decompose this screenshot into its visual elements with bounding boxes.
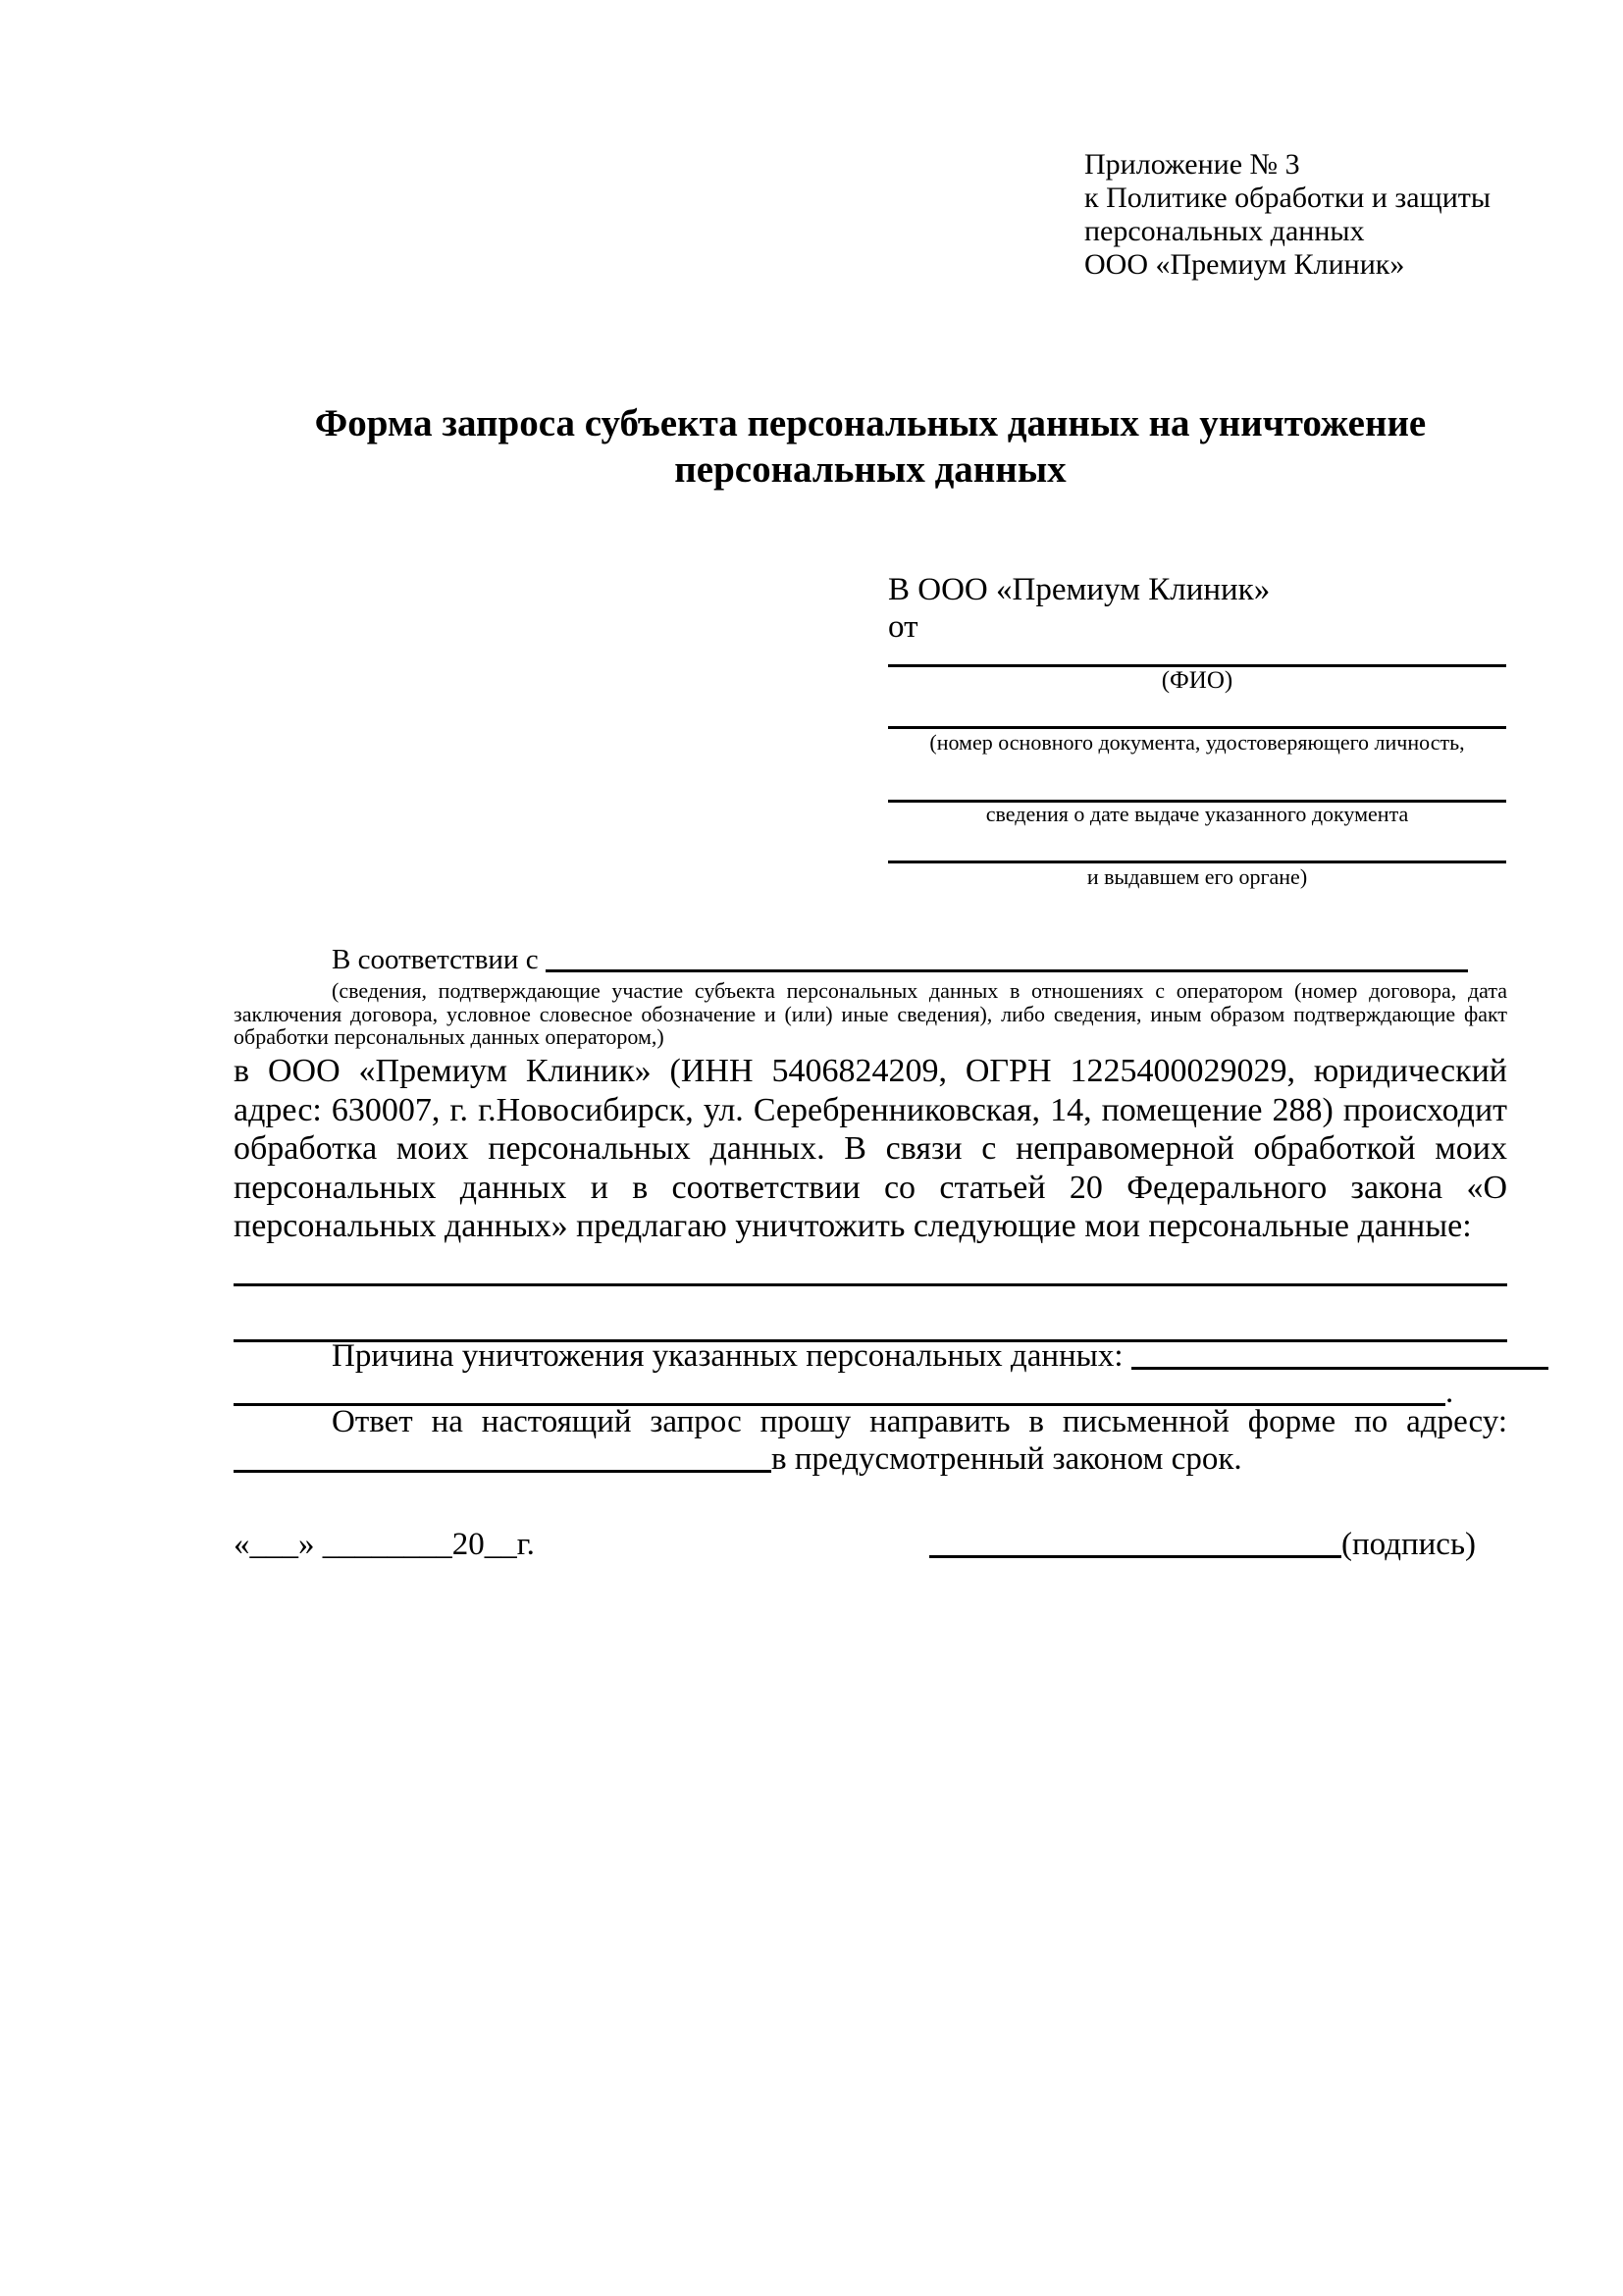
doc-number-caption: (номер основного документа, удостоверяющего личность, [929,730,1465,755]
appendix-line: персональных данных [1084,215,1365,247]
signature-blank-line[interactable] [929,1555,1341,1558]
reason-label: Причина уничтожения указанных персональных данных: [332,1338,1124,1374]
reason-line [234,1338,1507,1375]
reason-blank-line[interactable] [1131,1367,1548,1370]
accordance-blank-line[interactable] [546,969,1468,972]
answer-address-line [234,1441,1507,1478]
appendix-line: ООО «Премиум Клиник» [1084,248,1405,281]
doc-issuer-blank-line[interactable] [888,861,1506,863]
appendix-header [1084,148,1491,282]
accordance-line [234,944,1519,976]
document-title-text: Форма запроса субъекта персональных данных на уничтожение персональных данных [314,402,1427,491]
signature-line [929,1527,1476,1563]
accordance-label: В соответствии с [332,944,539,975]
doc-number-blank-line[interactable] [888,726,1506,729]
answer-suffix: в предусмотренный законом срок. [771,1441,1242,1477]
appendix-line: Приложение № 3 [1084,148,1300,181]
doc-date-caption: сведения о дате выдаче указанного документа [985,802,1409,826]
date-line: «___» ________20__г. [234,1527,535,1562]
personal-data-blank-line-1[interactable] [234,1283,1507,1286]
addressee-organization: В ООО «Премиум Клиник» [888,572,1271,607]
signature-caption: (подпись) [1341,1527,1476,1562]
doc-issuer-caption: и выдавшем его органе) [1086,864,1308,889]
address-blank-line[interactable] [234,1470,771,1473]
accordance-footnote: (сведения, подтверждающие участие субъекта персональных данных в отношениях с оператором (номер договора, дата заключения договора, условное словесное обозначение и (или) иные сведения), либо сведения, иным образом подтверждающие факт обработки персональных данных оператором,) [234,978,1507,1049]
document-title [234,400,1507,493]
answer-paragraph: Ответ на настоящий запрос прошу направить в письменной форме по адресу: [332,1404,1507,1439]
addressee-from-label: от [888,609,918,645]
main-paragraph: в ООО «Премиум Клиник» (ИНН 5406824209, ОГРН 1225400029029, юридический адрес: 630007, г. г.Новосибирск, ул. Серебренниковская, 14, помещение 288) происходит обработка моих персональных данных. В связи с неправомерной обработкой моих персональных данных и в соответствии со статьей 20 Федерального закона «О персональных данных» предлагаю уничтожить следующие мои персональные данные: [234,1053,1507,1244]
reason-line-terminator: . [1445,1375,1454,1410]
fio-caption: (ФИО) [1161,667,1233,694]
appendix-line: к Политике обработки и защиты [1084,182,1492,214]
